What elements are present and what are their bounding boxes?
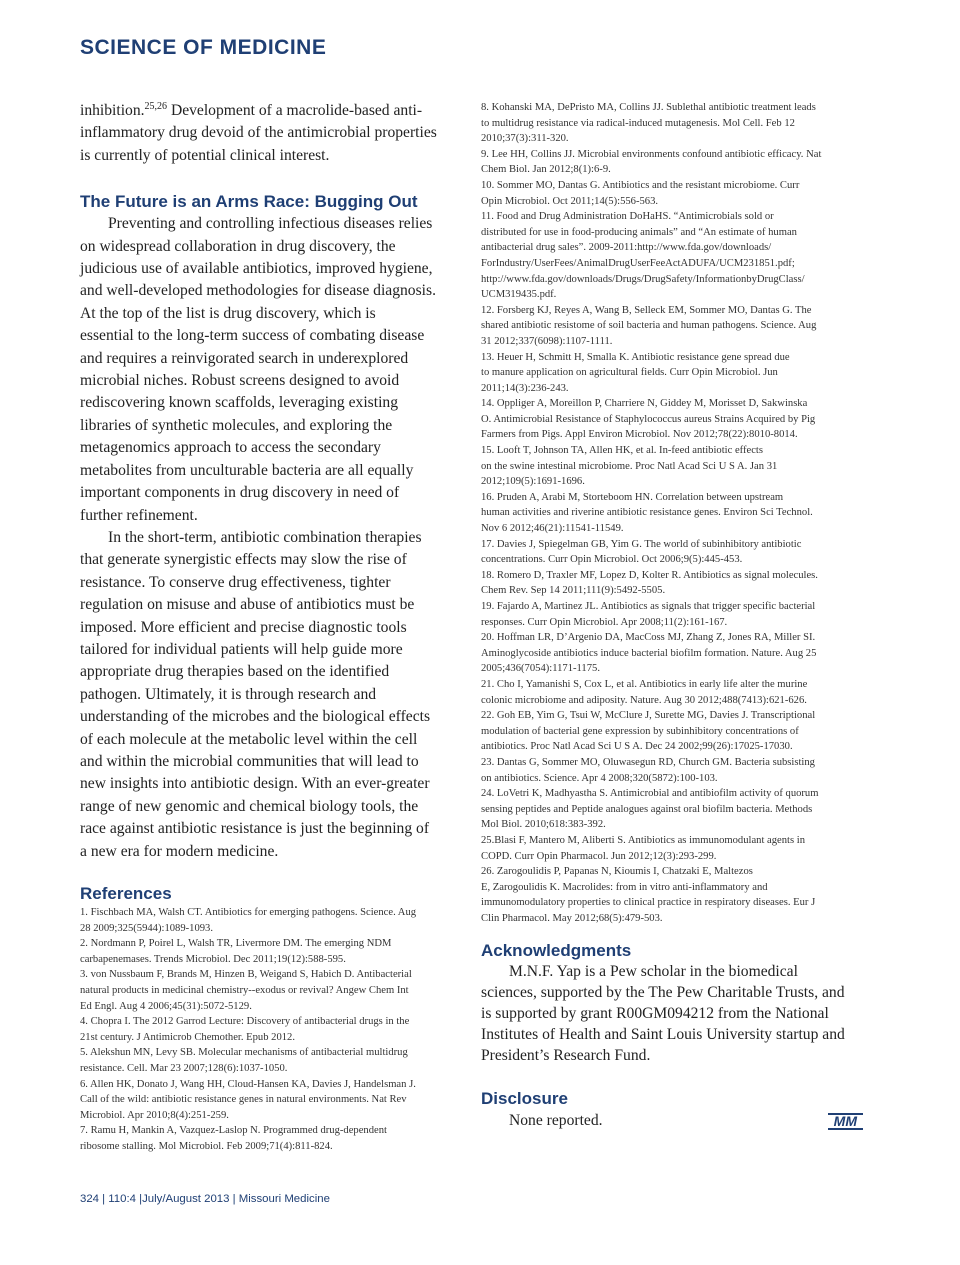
reference-item: [481, 178, 863, 209]
paragraph-line: range of new genomic and chemical biology tools, the: [80, 797, 419, 815]
reference-line: 26. Zarogoulidis P, Papanas N, Kioumis I, Chatzaki E, Maltezos: [481, 866, 753, 878]
paragraph-line: resistance. To conserve drug effectiveness, tighter: [80, 573, 391, 591]
reference-line: 18. Romero D, Traxler MF, Lopez D, Kolter R. Antibiotics as signal molecules.: [481, 569, 818, 581]
reference-line: human activities and riverine antibiotic resistance genes. Environ Sci Technol.: [481, 507, 813, 519]
reference-line: 6. Allen HK, Donato J, Wang HH, Cloud-Hansen KA, Davies J, Handelsman J.: [80, 1078, 416, 1090]
reference-line: sensing peptides and Peptide analogues against oral biofilm bacteria. Methods: [481, 803, 813, 815]
paragraph-line: of each molecule at the metabolic level within the cell: [80, 730, 418, 748]
acknowledgment-line: is supported by grant R00GM094212 from the National: [481, 1005, 829, 1023]
reference-item: [80, 1123, 462, 1154]
reference-line: 13. Heuer H, Schmitt H, Smalla K. Antibiotic resistance gene spread due: [481, 351, 790, 363]
reference-item: [80, 1014, 462, 1045]
reference-line: 2012;109(5):1691-1696.: [481, 476, 585, 488]
paragraph-line: metabolites from unculturable bacteria are all equally: [80, 461, 414, 479]
paragraph-line: that generate synergistic effects may slow the rise of: [80, 551, 407, 569]
reference-line: 20. Hoffman LR, D’Argenio DA, MacCoss MJ, Zhang Z, Jones RA, Miller SI.: [481, 632, 816, 644]
future-paragraph-1: [80, 213, 462, 527]
reference-line: 8. Kohanski MA, DePristo MA, Collins JJ. Sublethal antibiotic treatment leads: [481, 102, 816, 113]
reference-line: to multidrug resistance via radical-induced mutagenesis. Mol Cell. Feb 12: [481, 117, 795, 129]
reference-item: [481, 864, 863, 926]
paragraph-line: and within the microbial communities that will lead to: [80, 752, 419, 770]
left-column: [80, 100, 462, 1155]
reference-item: [481, 708, 863, 755]
reference-item: [80, 967, 462, 1014]
citation-superscript: 25,26: [144, 100, 168, 112]
reference-line: http://www.fda.gov/downloads/Drugs/DrugSafety/InformationbyDrugClass/: [481, 273, 805, 285]
paragraph-line: understanding of the microbes and the biological effects: [80, 708, 431, 726]
reference-line: 4. Chopra I. The 2012 Garrod Lecture: Discovery of antibacterial drugs in the: [80, 1016, 410, 1028]
paragraph-line: regulation on misuse and abuse of antibiotics must be: [80, 596, 415, 614]
paragraph-line: imposed. More efficient and precise diagnostic tools: [80, 618, 407, 636]
reference-line: Ed Engl. Aug 4 2006;45(31):5072-5129.: [80, 1000, 252, 1012]
paragraph-line: judicious use of available antibiotics, improved hygiene,: [80, 260, 433, 278]
reference-line: concentrations. Curr Opin Microbiol. Oct 2006;9(5):445-453.: [481, 554, 743, 566]
reference-line: 21. Cho I, Yamanishi S, Cox L, et al. Antibiotics in early life alter the murine: [481, 678, 808, 690]
disclosure-text: None reported.: [509, 1112, 603, 1130]
reference-line: 2005;436(7054):1171-1175.: [481, 663, 600, 675]
paragraph-line: and well-developed methodologies for disease diagnosis.: [80, 282, 436, 300]
paragraph-line: a new era for modern medicine.: [80, 842, 279, 860]
reference-line: 21st century. J Antimicrob Chemother. Epub 2012.: [80, 1031, 295, 1043]
reference-line: 5. Alekshun MN, Levy SB. Molecular mechanisms of antibacterial multidrug: [80, 1047, 408, 1059]
reference-line: 28 2009;325(5944):1089-1093.: [80, 922, 214, 934]
paragraph-line: rediscovering known scaffolds, leveraging existing: [80, 394, 399, 412]
paragraph-line: race against antibiotic resistance is just the beginning of: [80, 820, 430, 838]
reference-line: 2010;37(3):311-320.: [481, 133, 569, 145]
disclosure-heading: Disclosure: [481, 1089, 568, 1109]
reference-item: [80, 1077, 462, 1124]
reference-line: E, Zarogoulidis K. Macrolides: from in vitro anti-inflammatory and: [481, 881, 768, 893]
future-section-heading: The Future is an Arms Race: Bugging Out: [80, 192, 418, 212]
paragraph-line: new insights into antibiotic design. With an ever-greater: [80, 775, 430, 793]
intro-line: inhibition.$^{25,26}$ Development of a macrolide-based anti-: [80, 100, 423, 119]
reference-item: [481, 209, 863, 303]
reference-item: [481, 350, 863, 397]
paragraph-line: libraries of synthetic molecules, and exploring the: [80, 416, 393, 434]
reference-line: carbapenemases. Trends Microbiol. Dec 2011;19(12):588-595.: [80, 953, 346, 965]
reference-line: Nov 6 2012;46(21):11541-11549.: [481, 523, 624, 535]
paragraph-line: In the short-term, antibiotic combination therapies: [108, 528, 422, 546]
references-heading: References: [80, 884, 172, 903]
reference-line: Call of the wild: antibiotic resistance genes in natural environments. Nat Rev: [80, 1094, 407, 1106]
reference-line: shared antibiotic resistome of soil bacteria and human pathogens. Science. Aug: [481, 320, 817, 332]
paragraph-line: tailored for individual patients will help guide more: [80, 640, 403, 658]
right-column: [481, 100, 863, 1133]
reference-line: O. Antimicrobial Resistance of Staphylococcus aureus Strains Acquired by Pig: [481, 413, 816, 425]
reference-line: Mol Biol. 2010;618:383-392.: [481, 819, 606, 831]
reference-line: 15. Looft T, Johnson TA, Allen HK, et al. In-feed antibiotic effects: [481, 445, 763, 457]
reference-line: Opin Microbiol. Oct 2011;14(5):556-563.: [481, 195, 659, 207]
journal-section-header: SCIENCE OF MEDICINE: [80, 36, 327, 59]
reference-item: [481, 755, 863, 786]
reference-line: 2. Nordmann P, Poirel L, Walsh TR, Livermore DM. The emerging NDM: [80, 938, 392, 950]
references-list-left: [80, 905, 462, 1155]
reference-line: immunomodulatory properties to clinical practice in respiratory diseases. Eur J: [481, 897, 816, 909]
reference-line: UCM319435.pdf.: [481, 289, 557, 301]
reference-line: antibacterial drug sales”. 2009-2011:http://www.fda.gov/downloads/: [481, 242, 772, 254]
reference-item: [80, 1045, 462, 1076]
reference-item: [481, 490, 863, 537]
reference-line: modulation of bacterial gene expression by subinhibitory concentrations of: [481, 725, 799, 737]
future-paragraph-2: [80, 527, 462, 863]
paragraph-line: further refinement.: [80, 506, 198, 524]
reference-item: [80, 936, 462, 967]
paragraph-line: Preventing and controlling infectious diseases relies: [108, 215, 433, 233]
reference-line: Farmers from Pigs. Appl Environ Microbiol. Nov 2012;78(22):8010-8014.: [481, 429, 798, 441]
reference-line: 11. Food and Drug Administration DoHaHS. “Antimicrobials sold or: [481, 211, 774, 223]
paragraph-line: and requires a reinvigorated search in underexplored: [80, 349, 409, 367]
acknowledgment-line: sciences, supported by the The Pew Charitable Trusts, and: [481, 984, 845, 1002]
reference-line: colonic microbiome and adiposity. Nature. Aug 30 2012;488(7413):621-626.: [481, 694, 807, 706]
acknowledgment-line: President’s Research Fund.: [481, 1046, 651, 1064]
reference-line: 3. von Nussbaum F, Brands M, Hinzen B, Weigand S, Habich D. Antibacterial: [80, 969, 412, 981]
reference-line: 24. LoVetri K, Madhyastha S. Antimicrobial and antibiofilm activity of quorum: [481, 788, 819, 800]
reference-line: 10. Sommer MO, Dantas G. Antibiotics and the resistant microbiome. Curr: [481, 179, 800, 191]
paragraph-line: important components in drug discovery in need of: [80, 484, 400, 502]
paragraph-line: microbial niches. Robust screens designed to avoid: [80, 372, 400, 390]
reference-line: distributed for use in food-producing animals” and “An estimate of human: [481, 226, 797, 238]
acknowledgment-line: M.N.F. Yap is a Pew scholar in the biomedical: [509, 963, 798, 981]
paragraph-line: metagenomics approach to access the secondary: [80, 439, 381, 457]
reference-line: COPD. Curr Opin Pharmacol. Jun 2012;12(3):293-299.: [481, 850, 717, 862]
paragraph-line: on widespread collaboration in drug discovery, the: [80, 237, 396, 255]
intro-line: inflammatory drug devoid of the antimicrobial properties: [80, 124, 437, 142]
reference-item: [481, 677, 863, 708]
intro-paragraph: [80, 100, 462, 167]
acknowledgments-heading: Acknowledgments: [481, 941, 632, 961]
reference-item: [481, 786, 863, 833]
reference-item: [481, 443, 863, 490]
reference-line: responses. Curr Opin Microbiol. Apr 2008;11(2):161-167.: [481, 616, 728, 628]
reference-line: 14. Oppliger A, Moreillon P, Charriere N, Giddey M, Morisset D, Sakwinska: [481, 398, 808, 410]
paragraph-line: essential to the long-term success of combating disease: [80, 327, 425, 345]
reference-line: 23. Dantas G, Sommer MO, Oluwasegun RD, Church GM. Bacteria subsisting: [481, 756, 815, 768]
reference-line: on the swine intestinal microbiome. Proc Natl Acad Sci U S A. Jan 31: [481, 460, 778, 472]
reference-line: Chem Rev. Sep 14 2011;111(9):5492-5505.: [481, 585, 666, 597]
reference-line: to manure application on agricultural fields. Curr Opin Microbiol. Jun: [481, 367, 778, 379]
reference-item: [481, 100, 863, 147]
acknowledgments-paragraph: [481, 962, 863, 1066]
reference-item: [80, 905, 462, 936]
reference-line: 25.Blasi F, Mantero M, Aliberti S. Antibiotics as immunomodulant agents in: [481, 834, 806, 846]
reference-line: 1. Fischbach MA, Walsh CT. Antibiotics for emerging pathogens. Science. Aug: [80, 907, 417, 918]
reference-line: 12. Forsberg KJ, Reyes A, Wang B, Selleck EM, Sommer MO, Dantas G. The: [481, 304, 812, 316]
reference-line: 9. Lee HH, Collins JJ. Microbial environments confound antibiotic efficacy. Nat: [481, 148, 822, 160]
reference-line: 22. Goh EB, Yim G, Tsui W, McClure J, Surette MG, Davies J. Transcriptional: [481, 710, 816, 722]
reference-item: [481, 396, 863, 443]
reference-item: [481, 537, 863, 568]
reference-line: Clin Pharmacol. May 2012;68(5):479-503.: [481, 912, 663, 924]
reference-line: Chem Biol. Jan 2012;8(1):6-9.: [481, 164, 611, 176]
missouri-medicine-logo: MM: [828, 1113, 863, 1130]
reference-line: 17. Davies J, Spiegelman GB, Yim G. The world of subinhibitory antibiotic: [481, 538, 802, 550]
reference-item: [481, 630, 863, 677]
reference-item: [481, 599, 863, 630]
reference-line: 2011;14(3):236-243.: [481, 382, 569, 394]
page-footer: 324 | 110:4 |July/August 2013 | Missouri Medicine: [80, 1193, 330, 1205]
reference-line: on antibiotics. Science. Apr 4 2008;320(5872):100-103.: [481, 772, 718, 784]
reference-line: Microbiol. Apr 2010;8(4):251-259.: [80, 1109, 229, 1121]
reference-line: 7. Ramu H, Mankin A, Vazquez-Laslop N. Programmed drug-dependent: [80, 1125, 387, 1137]
paragraph-line: appropriate drug therapies based on the identified: [80, 663, 390, 681]
acknowledgment-line: Institutes of Health and Saint Louis University startup and: [481, 1025, 845, 1043]
reference-line: ForIndustry/UserFees/AnimalDrugUserFeeActADUFA/UCM231851.pdf;: [481, 257, 795, 269]
paragraph-line: At the top of the list is drug discovery, which is: [80, 304, 376, 322]
reference-line: resistance. Cell. Mar 23 2007;128(6):1037-1050.: [80, 1062, 288, 1074]
reference-item: [481, 303, 863, 350]
reference-item: [481, 833, 863, 864]
reference-line: 19. Fajardo A, Martinez JL. Antibiotics as signals that trigger specific bacterial: [481, 601, 816, 612]
reference-line: natural products in medicinal chemistry--exodus or revival? Angew Chem Int: [80, 984, 409, 996]
reference-line: 16. Pruden A, Arabi M, Storteboom HN. Correlation between upstream: [481, 491, 784, 503]
paragraph-line: pathogen. Ultimately, it is through research and: [80, 685, 377, 703]
reference-line: antibiotics. Proc Natl Acad Sci U S A. Dec 24 2002;99(26):17025-17030.: [481, 741, 793, 753]
references-list-right: [481, 100, 863, 926]
intro-line: is currently of potential clinical interest.: [80, 146, 330, 164]
reference-line: ribosome stalling. Mol Microbiol. Feb 2009;71(4):811-824.: [80, 1140, 333, 1152]
reference-item: [481, 568, 863, 599]
reference-line: Aminoglycoside antibiotics induce bacterial biofilm formation. Nature. Aug 25: [481, 647, 817, 659]
reference-item: [481, 147, 863, 178]
reference-line: 31 2012;337(6098):1107-1111.: [481, 335, 613, 347]
